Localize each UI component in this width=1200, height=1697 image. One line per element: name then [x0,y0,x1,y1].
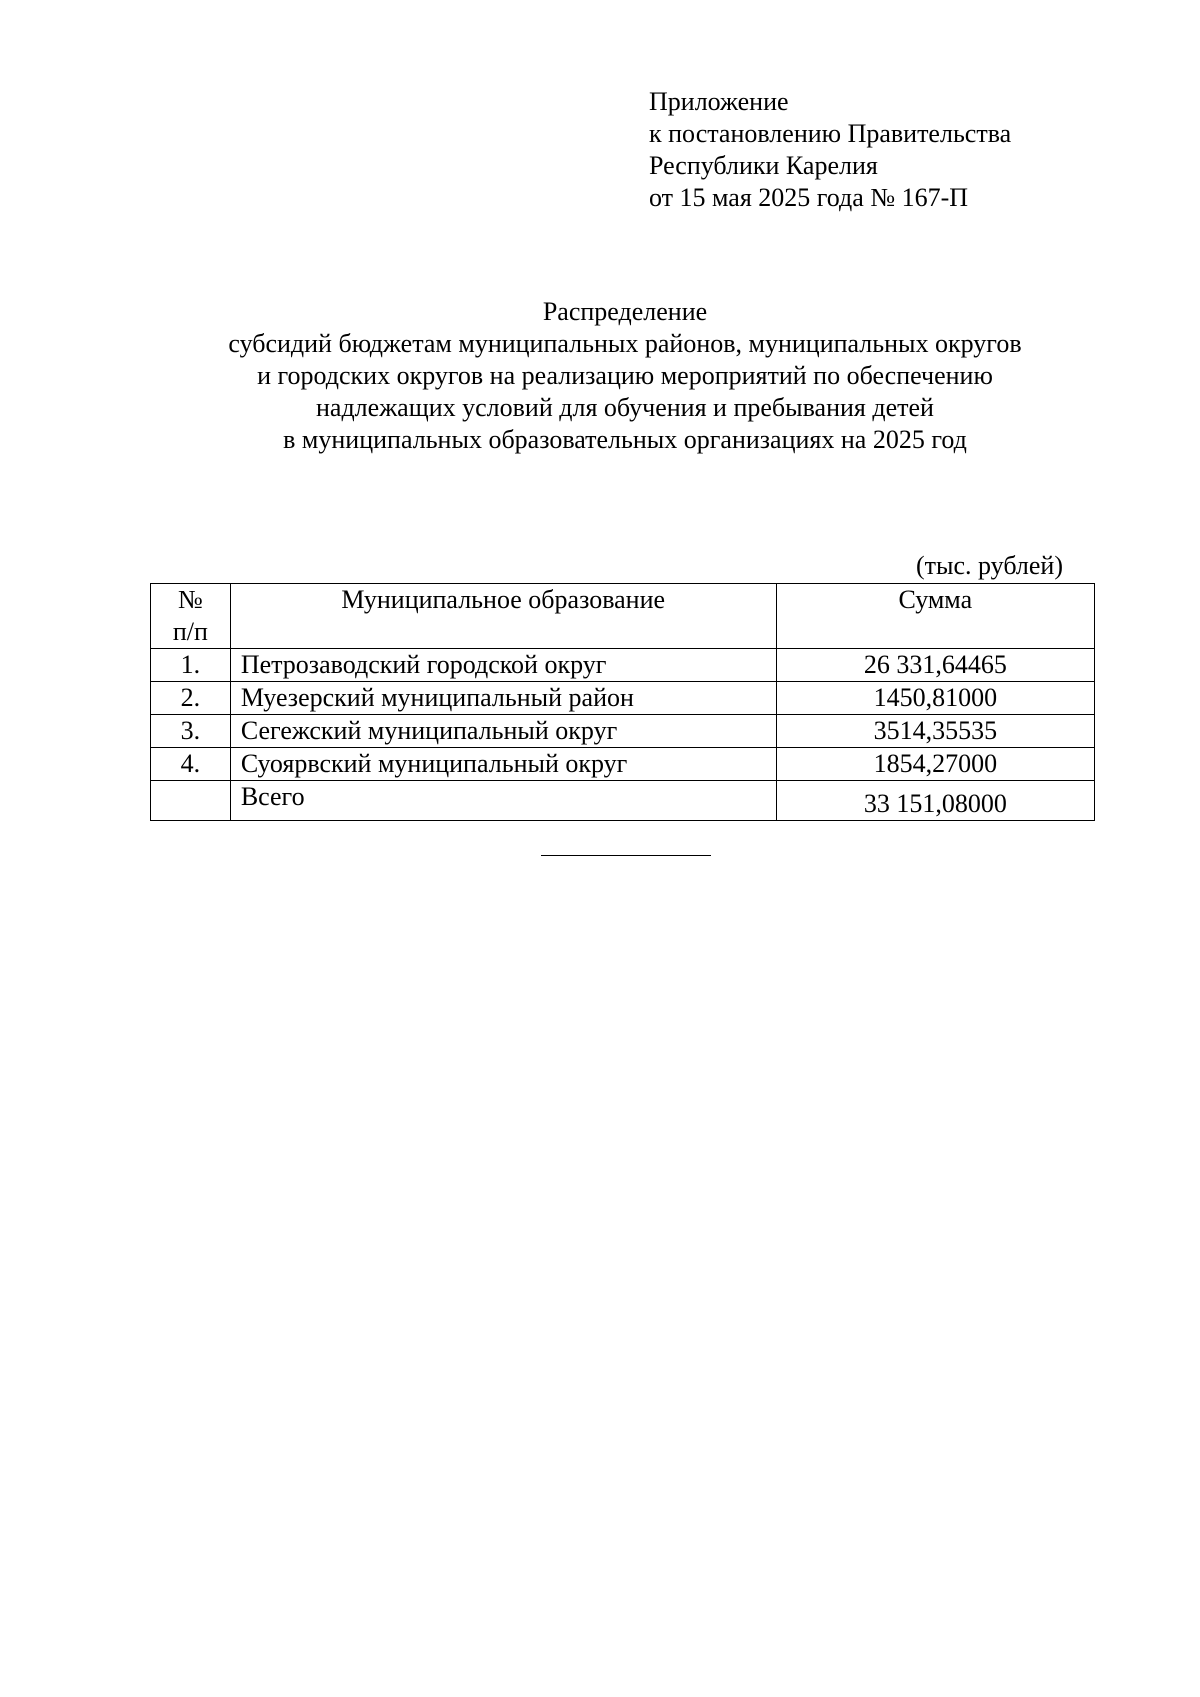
appendix-resolution-line: к постановлению Правительства [649,119,1012,148]
closing-rule [541,855,711,856]
row-municipality [230,682,776,715]
total-sum: 33 151,08000 [776,781,1094,821]
row-municipality [230,748,776,781]
table-row [151,682,1095,715]
header-number-sign: № [178,585,203,614]
row-sum: 1854,27000 [776,748,1094,781]
row-sum: 26 331,64465 [776,649,1094,682]
total-row [151,781,1095,821]
total-label-text: Всего [240,782,305,811]
title-line-3: и городских округов на реализацию мероприятий по обеспечению [257,361,993,390]
appendix-government-line: Республики Карелия [649,151,878,180]
row-sum: 3514,35535 [776,715,1094,748]
row-number: 4. [151,748,231,781]
table-row [151,715,1095,748]
header-sum: Сумма [776,584,1094,649]
table-row [151,649,1095,682]
title-line-5: в муниципальных образовательных организациях на 2025 год [283,425,967,454]
row-number: 3. [151,715,231,748]
row-municipality-text: Муезерский муниципальный район [240,683,634,712]
row-number: 1. [151,649,231,682]
row-sum: 1450,81000 [776,682,1094,715]
row-municipality-text: Петрозаводский городской округ [240,650,607,679]
row-municipality-text: Сегежский муниципальный округ [240,716,618,745]
document-title [0,296,1200,456]
title-line-1: Распределение [542,297,708,326]
header-number [151,584,231,649]
table-header-row [151,584,1095,649]
total-label [230,781,776,821]
row-municipality [230,649,776,682]
header-number-pp: п/п [172,617,208,646]
total-number [151,781,231,821]
units-note: (тыс. рублей) [915,551,1063,580]
title-line-2: субсидий бюджетам муниципальных районов, муниципальных округов [228,329,1022,358]
table-row [151,748,1095,781]
appendix-date-number: от 15 мая 2025 года № 167-П [649,183,969,212]
distribution-table [150,583,1095,821]
appendix-title: Приложение [649,87,789,116]
row-municipality-text: Суоярвский муниципальный округ [240,749,628,778]
row-municipality [230,715,776,748]
header-municipality: Муниципальное образование [230,584,776,649]
title-line-4: надлежащих условий для обучения и пребывания детей [316,393,934,422]
appendix-header [649,86,1011,214]
row-number: 2. [151,682,231,715]
